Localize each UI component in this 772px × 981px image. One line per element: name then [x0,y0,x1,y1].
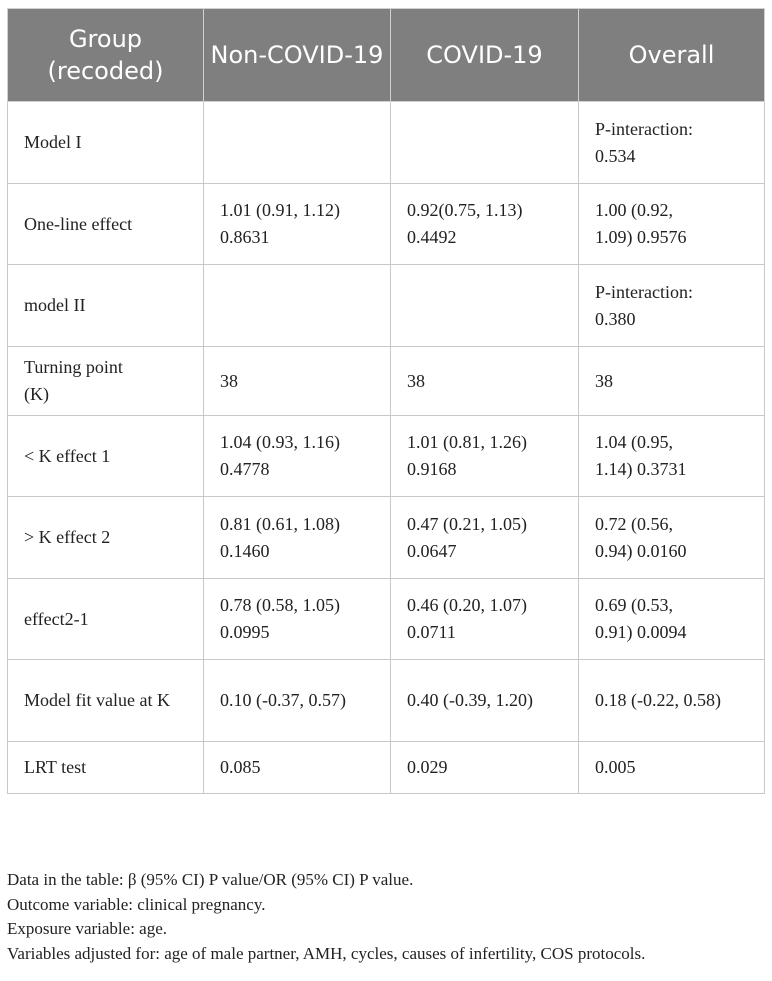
header-overall: Overall [579,9,765,102]
row-label: > K effect 2 [8,497,204,579]
cell-overall: 0.69 (0.53, 0.91) 0.0094 [579,579,765,660]
row-label: Turning point (K) [8,347,204,416]
cell-overall: 0.18 (-0.22, 0.58) [579,660,765,742]
row-label: One-line effect [8,184,204,265]
row-label: Model I [8,102,204,184]
table-row [8,265,765,347]
cell-overall: 38 [579,347,765,416]
cell-overall: P-interaction: 0.534 [579,102,765,184]
table-row [8,742,765,794]
cell-covid: 0.029 [391,742,579,794]
cell-overall: P-interaction: 0.380 [579,265,765,347]
table-row [8,347,765,416]
footnote-outcome: Outcome variable: clinical pregnancy. [7,894,266,914]
cell-overall: 0.72 (0.56, 0.94) 0.0160 [579,497,765,579]
cell-covid: 0.47 (0.21, 1.05) 0.0647 [391,497,579,579]
cell-non-covid: 0.10 (-0.37, 0.57) [204,660,391,742]
table-row [8,497,765,579]
header-non-covid: Non-COVID-19 [204,9,391,102]
table-header-row [8,9,765,102]
cell-covid: 1.01 (0.81, 1.26) 0.9168 [391,416,579,497]
cell-non-covid: 0.81 (0.61, 1.08) 0.1460 [204,497,391,579]
cell-covid: 0.40 (-0.39, 1.20) [391,660,579,742]
table-footnotes [7,868,767,966]
footnote-adjusted: Variables adjusted for: age of male partner, AMH, cycles, causes of infertility, COS protocols. [7,943,646,963]
row-label: effect2-1 [8,579,204,660]
cell-covid: 0.46 (0.20, 1.07) 0.0711 [391,579,579,660]
footnote-data-format: Data in the table: β (95% CI) P value/OR (95% CI) P value. [7,870,414,889]
cell-non-covid: 38 [204,347,391,416]
cell-overall: 1.04 (0.95, 1.14) 0.3731 [579,416,765,497]
cell-covid [391,102,579,184]
table-row [8,184,765,265]
header-covid: COVID-19 [391,9,579,102]
cell-non-covid [204,265,391,347]
cell-overall: 1.00 (0.92, 1.09) 0.9576 [579,184,765,265]
cell-covid [391,265,579,347]
row-label: LRT test [8,742,204,794]
cell-non-covid: 0.085 [204,742,391,794]
cell-non-covid: 0.78 (0.58, 1.05) 0.0995 [204,579,391,660]
table-row [8,579,765,660]
cell-non-covid: 1.01 (0.91, 1.12) 0.8631 [204,184,391,265]
results-table [7,8,765,794]
table-row [8,102,765,184]
cell-covid: 38 [391,347,579,416]
cell-covid: 0.92(0.75, 1.13) 0.4492 [391,184,579,265]
row-label: < K effect 1 [8,416,204,497]
cell-non-covid [204,102,391,184]
cell-non-covid: 1.04 (0.93, 1.16) 0.4778 [204,416,391,497]
results-table-container [7,8,764,794]
cell-overall: 0.005 [579,742,765,794]
row-label: Model fit value at K [8,660,204,742]
table-row [8,660,765,742]
header-group: Group (recoded) [8,9,204,102]
row-label: model II [8,265,204,347]
table-row [8,416,765,497]
footnote-exposure: Exposure variable: age. [7,919,168,938]
